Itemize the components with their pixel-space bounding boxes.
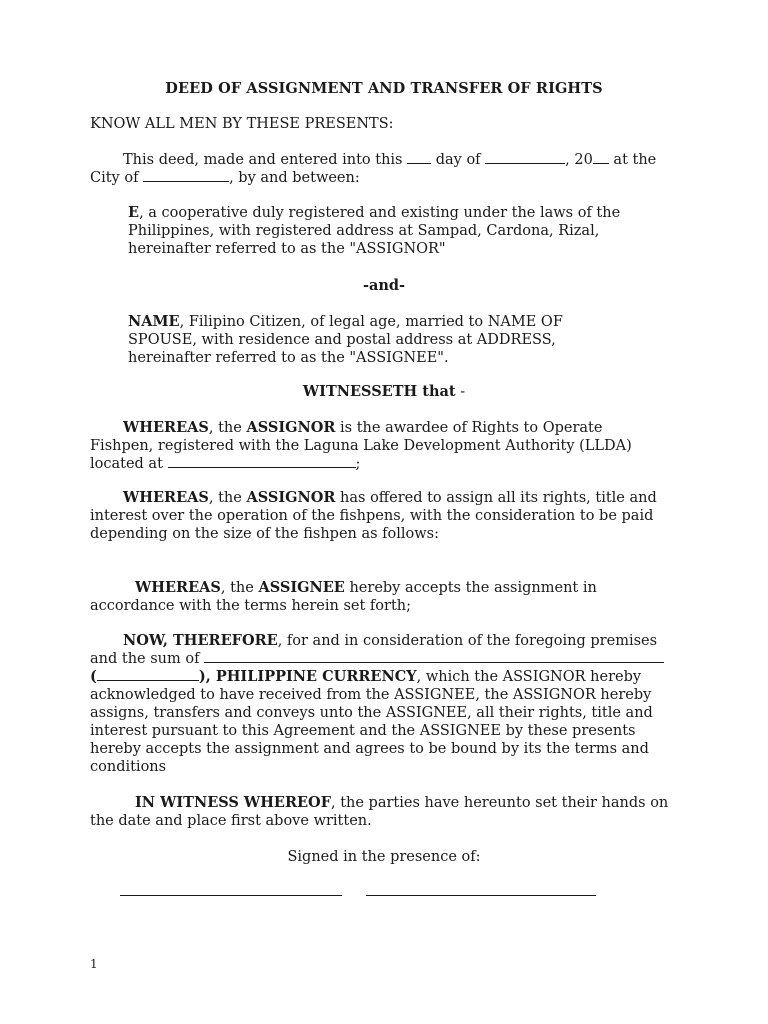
whereas-2-line-2: interest over the operation of the fishpens, with the consideration to be paid [90, 508, 654, 524]
intro-t4: at the [608, 152, 657, 168]
assignor-line-3: hereinafter referred to as the "ASSIGNOR" [128, 241, 446, 257]
whereas-2-line-3: depending on the size of the fishpen as follows: [90, 526, 440, 542]
intro-line-2 [90, 169, 675, 187]
whereas-2-lead: WHEREAS [123, 489, 209, 506]
and-separator [0, 277, 768, 295]
now-line-1 [90, 632, 675, 650]
whereas-2-t2: has offered to assign all its rights, title and [335, 490, 657, 506]
whereas-2 [90, 489, 675, 543]
now-therefore-paragraph [90, 632, 675, 776]
intro-paragraph [90, 151, 675, 187]
whereas-3-party: ASSIGNEE [258, 579, 345, 596]
whereas-3-t1: , the [220, 580, 259, 596]
know-all-text: KNOW ALL MEN BY THESE PRESENTS [90, 116, 389, 132]
assignee-party [128, 313, 638, 367]
intro-t3: , 20 [565, 152, 593, 168]
page-number: 1 [90, 957, 98, 971]
assignor-line-2: Philippines, with registered address at Sampad, Cardona, Rizal, [128, 223, 600, 239]
whereas-3-t2: hereby accepts the assignment in [344, 580, 597, 596]
whereas-3 [90, 579, 675, 615]
sum-words-blank[interactable] [204, 650, 664, 663]
whereas-2-t1: , the [208, 490, 247, 506]
now-line-4: acknowledged to have received from the ASSIGNEE, the ASSIGNOR hereby [90, 687, 652, 703]
whereas-2-line-1 [90, 489, 675, 507]
intro-t5: City of [90, 170, 144, 186]
whereas-3-lead: WHEREAS [135, 579, 221, 596]
witnesseth-text: WITNESSETH that [302, 383, 456, 400]
assignee-line-1 [128, 313, 638, 331]
now-line-7: hereby accepts the assignment and agrees to be bound by its the terms and [90, 741, 649, 757]
and-text: -and- [362, 277, 406, 294]
whereas-1-t1: , the [208, 420, 247, 436]
witness-lead: IN WITNESS WHEREOF [135, 794, 331, 811]
assignee-text-1: , Filipino Citizen, of legal age, married to NAME OF [179, 314, 563, 330]
witness-line-1 [90, 794, 675, 812]
witness-line-2: the date and place first above written. [90, 813, 372, 829]
assignor-text-1: , a cooperative duly registered and existing under the laws of the [139, 205, 621, 221]
whereas-1-party: ASSIGNOR [246, 419, 336, 436]
intro-t1: This deed, made and entered into this [123, 152, 408, 168]
whereas-1-line-2: Fishpen, registered with the Laguna Lake Development Authority (LLDA) [90, 438, 632, 454]
witness-t1: , the parties have hereunto set their hands on [330, 795, 669, 811]
witness-signature-line-1[interactable] [120, 895, 342, 896]
whereas-1-t2: is the awardee of Rights to Operate [335, 420, 603, 436]
location-blank[interactable] [168, 455, 356, 468]
assignee-line-3: hereinafter referred to as the "ASSIGNEE". [128, 350, 449, 366]
assignee-name: NAME [128, 313, 180, 330]
now-lead: NOW, THEREFORE [123, 632, 278, 649]
know-all-heading: KNOW ALL MEN BY THESE PRESENTS: [90, 116, 394, 132]
intro-t6: , by and between: [229, 170, 360, 186]
intro-line-1 [90, 151, 675, 169]
whereas-1-line-1 [90, 419, 675, 437]
whereas-2-party: ASSIGNOR [246, 489, 336, 506]
document-title: DEED OF ASSIGNMENT AND TRANSFER OF RIGHTS [165, 80, 603, 97]
sum-figures-blank[interactable] [97, 668, 199, 681]
now-line-8: conditions [90, 759, 167, 775]
assignor-name: E [128, 204, 140, 221]
now-t1: , for and in consideration of the foregoing premises [277, 633, 658, 649]
witness-signature-line-2[interactable] [366, 895, 596, 896]
whereas-3-line-2: accordance with the terms herein set forth; [90, 598, 411, 614]
whereas-1-lead: WHEREAS [123, 419, 209, 436]
whereas-1-line-3: located at ; [90, 456, 361, 472]
assignor-line-1 [128, 204, 638, 222]
now-line-2-text: and the sum of [90, 651, 205, 667]
now-line-2 [90, 650, 675, 668]
now-line-5: assigns, transfers and conveys unto the ASSIGNEE, all their rights, title and [90, 705, 653, 721]
whereas-1 [90, 419, 675, 473]
now-line-3: ( ), PHILIPPINE CURRENCY, which the ASSIGNOR hereby [90, 668, 642, 685]
day-blank[interactable] [407, 151, 431, 164]
assignee-line-2: SPOUSE, with residence and postal address at ADDRESS, [128, 332, 556, 348]
now-line-6: interest pursuant to this Agreement and the ASSIGNEE by these presents [90, 723, 636, 739]
whereas-3-line-1 [90, 579, 675, 597]
now-t2: , which the ASSIGNOR hereby [416, 669, 642, 685]
assignor-party [128, 204, 638, 258]
year-blank[interactable] [593, 151, 609, 164]
intro-t2: day of [431, 152, 486, 168]
in-witness-paragraph [90, 794, 675, 830]
witnesseth-heading: WITNESSETH that - [302, 383, 466, 400]
whereas-1-line-3-text: located at [90, 456, 168, 472]
month-blank[interactable] [485, 151, 565, 164]
signed-in-presence: Signed in the presence of: [287, 849, 481, 865]
currency-text: ), PHILIPPINE CURRENCY [198, 668, 417, 685]
city-blank[interactable] [143, 169, 229, 182]
